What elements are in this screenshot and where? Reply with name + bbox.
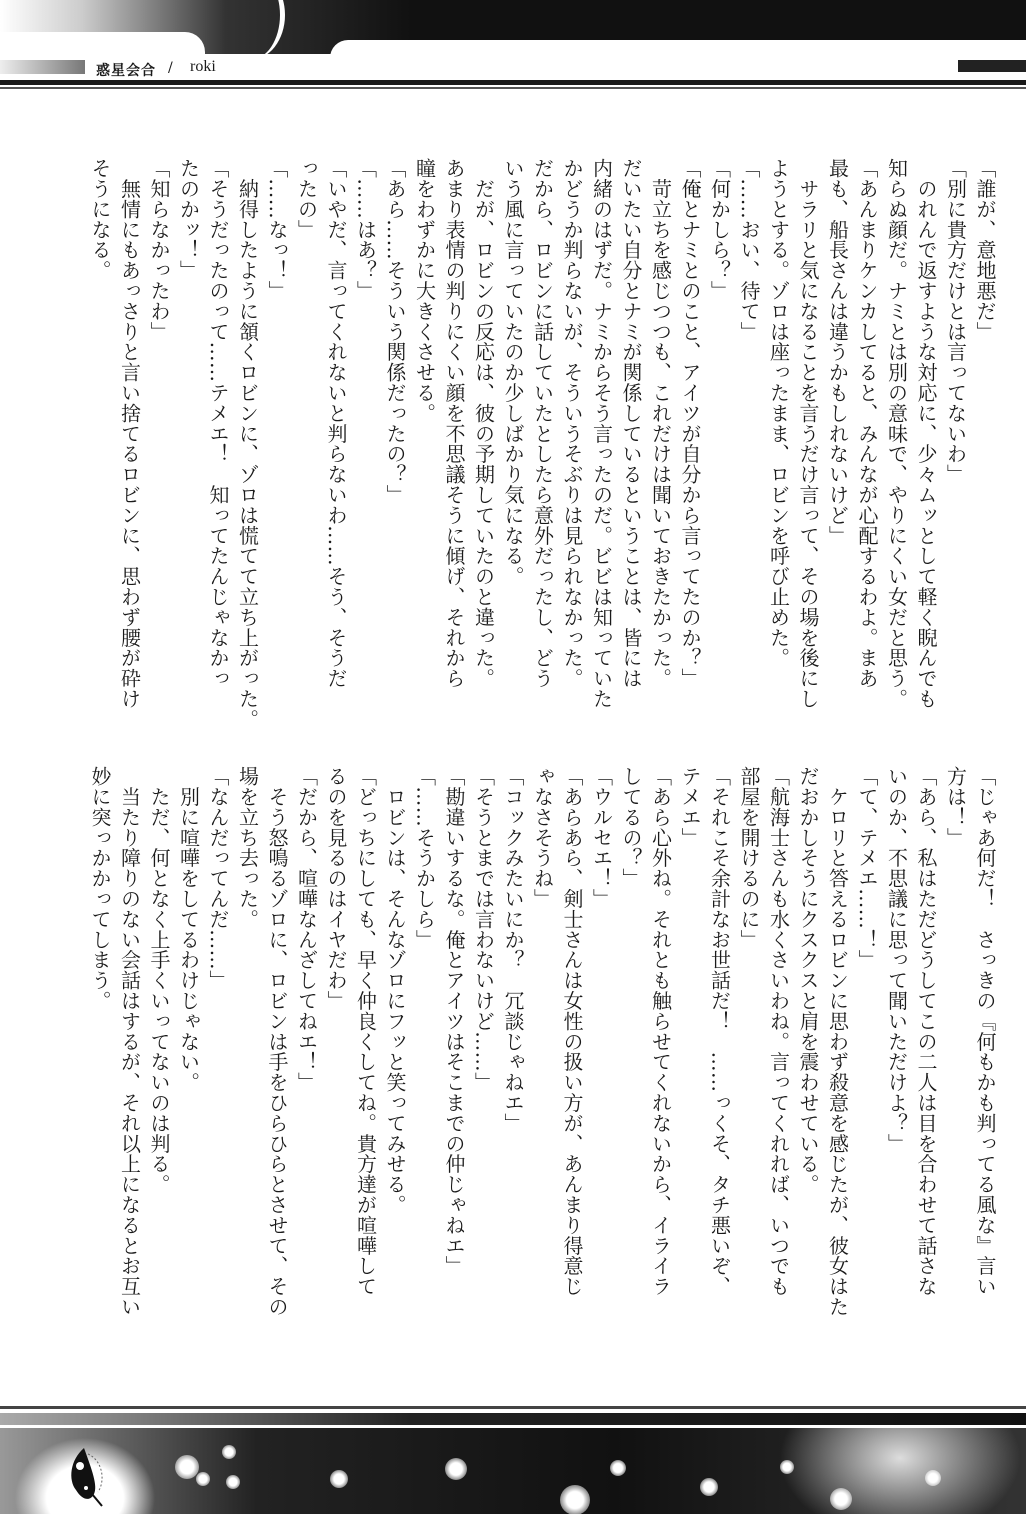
text-line: 「勘違いするな。俺とアイツはそこまでの仲じゃねエ」 [442, 766, 466, 1276]
text-line: 「コックみたいにか？ 冗談じゃねエ」 [501, 766, 525, 1134]
star-icon [830, 1488, 852, 1510]
star-icon [780, 1460, 794, 1474]
text-line: だから、ロビンに話していたとしたら意外だったし、どう [530, 158, 555, 689]
star-icon [445, 1458, 467, 1480]
text-line: 別に喧嘩をしてるわけじゃない。 [176, 766, 201, 1093]
text-line: だおかしそうにクスクスと肩を震わせている。 [796, 766, 820, 1195]
text-line: ようとする。ゾロは座ったまま、ロビンを呼び止めた。 [766, 158, 791, 668]
text-line: 「そうとまでは言わないけど……」 [471, 766, 496, 1093]
text-line: テメエ」 [678, 766, 702, 848]
text-line: 「て、テメエ……！」 [855, 766, 879, 970]
star-icon [196, 1472, 210, 1486]
butterfly-icon [62, 1440, 112, 1510]
text-line: 「それこそ余計なお世話だ！ ……っくそ、タチ悪いぞ、 [707, 766, 732, 1297]
text-line: 知らぬ顔だ。ナミとは別の意味で、やりにくい女だと思う。 [884, 158, 909, 709]
star-icon [700, 1478, 718, 1496]
text-line: ロビンは、そんなゾロにフッと笑ってみせる。 [383, 766, 407, 1215]
star-icon [925, 1470, 941, 1486]
text-line: 「俺とナミとのこと、アイツが自分から言ってたのか？」 [678, 158, 702, 689]
text-line: ゃなさそうね」 [530, 766, 555, 909]
page-header [0, 0, 1026, 100]
text-line: 「航海士さんも水くさいわね。言ってくれれば、いつでも [766, 766, 791, 1297]
star-icon [226, 1475, 240, 1489]
text-line: 「なんだってんだ……」 [206, 766, 230, 991]
header-decoration [358, 60, 958, 72]
text-line: 「……そうかしら」 [412, 766, 437, 950]
text-line: 「だから、喧嘩なんざしてねエ！」 [294, 766, 319, 1093]
text-line: ただ、何となく上手くいってないのは判る。 [147, 766, 171, 1195]
text-line: のれんで返すような対応に、少々ムッとして軽く睨んでも [914, 158, 938, 709]
text-line: たのかッ！」 [176, 158, 201, 281]
text-line: 場を立ち去った。 [235, 766, 260, 930]
text-line: 「……なっ！」 [265, 158, 289, 301]
text-line: いのか、不思議に思って聞いただけよ？」 [884, 766, 909, 1154]
text-line: ったの」 [294, 158, 319, 240]
text-line: 無情にもあっさりと言い捨てるロビンに、思わず腰が砕け [117, 158, 142, 709]
text-line: 部屋を開けるのに」 [737, 766, 761, 950]
text-line: 方は！」 [943, 766, 968, 848]
text-line: 「じゃあ何だ！ さっきの『何もかも判ってる風な』言い [973, 766, 997, 1297]
text-line: 「誰が、意地悪だ」 [973, 158, 997, 342]
text-line: そう怒鳴るゾロに、ロビンは手をひらひらとさせて、その [265, 766, 289, 1317]
text-line: 「どっちにしても、早く仲良くしてね。貴方達が喧嘩して [353, 766, 378, 1297]
text-line: 「あら……そういう関係だったの？」 [383, 158, 407, 505]
text-block-bottom [85, 766, 1000, 1366]
text-line: 納得したように頷くロビンに、ゾロは慌てて立ち上がった。 [235, 158, 260, 730]
text-line: 「あんまりケンカしてると、みんなが心配するわよ。まあ [855, 158, 879, 689]
footer-rule [0, 1406, 1026, 1409]
text-line: 「あらあら、剣士さんは女性の扱い方が、あんまり得意じ [560, 766, 584, 1297]
text-line: 「知らなかったわ」 [147, 158, 171, 342]
star-icon [330, 1470, 348, 1488]
text-line: 当たり障りのない会話はするが、それ以上になるとお互い [117, 766, 142, 1317]
header-rule [0, 87, 1026, 89]
text-line: 瞳をわずかに大きくさせる。 [412, 158, 437, 424]
star-icon [222, 1445, 236, 1459]
header-decoration [0, 32, 205, 62]
text-line: あまり表情の判りにくい顔を不思議そうに傾げ、それから [442, 158, 466, 689]
text-line: かどうか判らないが、そういうそぶりは見られなかった。 [560, 158, 584, 689]
starfield-decoration [0, 1428, 1026, 1514]
text-line: 「そうだったのって……テメエ！ 知ってたんじゃなかっ [206, 158, 230, 689]
text-line: そうになる。 [88, 158, 112, 281]
text-line: 「何かしら？」 [707, 158, 732, 301]
page-footer [0, 1400, 1026, 1514]
text-line: 最も、船長さんは違うかもしれないけど」 [825, 158, 850, 546]
text-line: してるの？」 [619, 766, 643, 889]
text-line: サラリと気になることを言うだけ言って、その場を後にし [796, 158, 820, 709]
text-line: だいたい自分とナミが関係しているということは、皆には [619, 158, 643, 689]
text-line: 「あら心外ね。それとも触らせてくれないから、イライラ [648, 766, 673, 1297]
text-line: 苛立ちを感じつつも、これだけは聞いておきたかった。 [648, 158, 673, 689]
text-line: 「……はあ？」 [353, 158, 378, 301]
star-icon [175, 1455, 199, 1479]
text-line: 「あら、私はただどうしてこの二人は目を合わせて話さな [914, 766, 938, 1297]
text-line: 「ウルセエ！」 [589, 766, 614, 909]
text-line: 妙に突っかかってしまう。 [88, 766, 112, 1011]
footer-rule [0, 1413, 1026, 1425]
author-name: roki [190, 58, 216, 75]
header-decoration [330, 40, 1026, 62]
star-icon [560, 1485, 590, 1515]
book-title: 惑星会合 [96, 63, 156, 79]
header-rule [0, 80, 1026, 85]
text-block-top [85, 158, 1000, 730]
text-line: いう風に言っていたのか少しばかり気になる。 [501, 158, 525, 587]
title-separator: / [168, 60, 173, 76]
text-line: だが、ロビンの反応は、彼の予期していたのと違った。 [471, 158, 496, 689]
text-line: るのを見るのはイヤだわ」 [324, 766, 348, 1011]
star-icon [610, 1460, 626, 1476]
text-line: 「いやだ、言ってくれないと判らないわ……そう、そうだ [324, 158, 348, 689]
text-line: 内緒のはずだ。ナミからそう言ったのだ。ビビは知っていた [589, 158, 614, 709]
header-decoration [0, 60, 85, 74]
text-line: 「別に貴方だけとは言ってないわ」 [943, 158, 968, 485]
text-line: 「……おい、待て」 [737, 158, 761, 342]
text-line: ケロリと答えるロビンに思わず殺意を感じたが、彼女はた [825, 766, 850, 1317]
